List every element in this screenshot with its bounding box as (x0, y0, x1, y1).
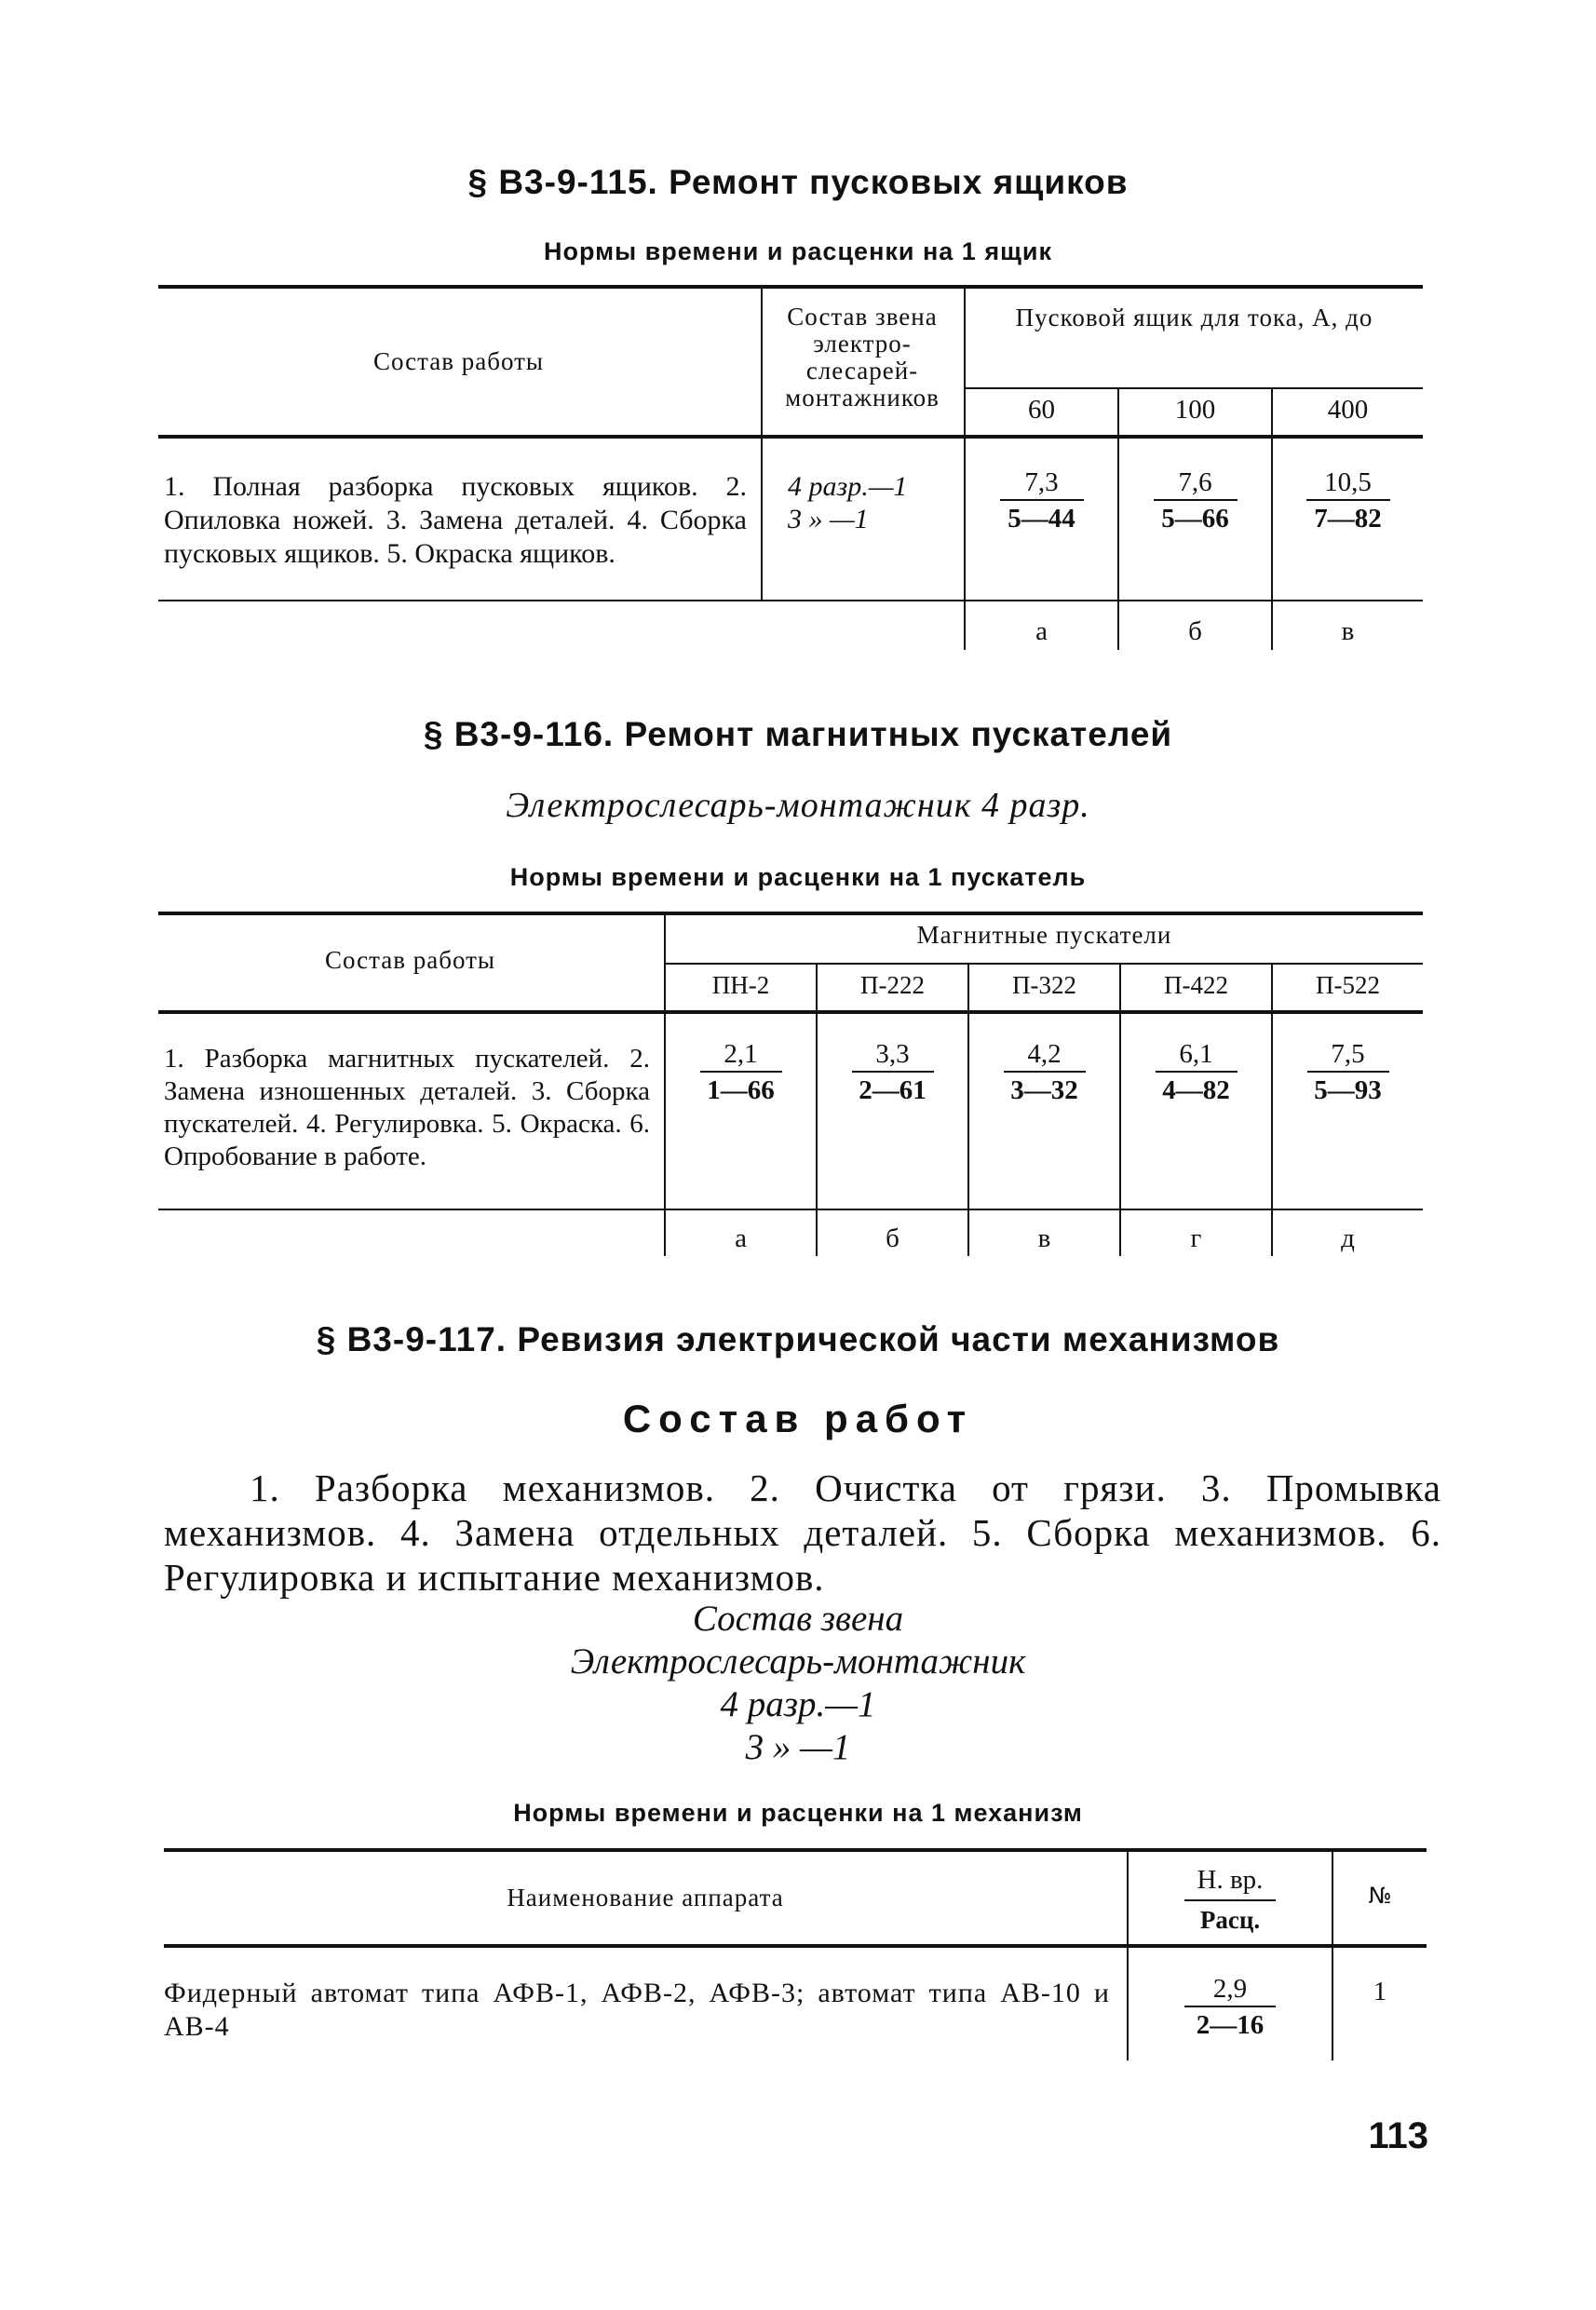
col-header-type: П-222 (860, 971, 925, 999)
section-115-title: § В3-9-115. Ремонт пусковых ящиков (467, 163, 1129, 201)
col-header-type: П-322 (1012, 971, 1076, 999)
value-cell-c (969, 1037, 1119, 1108)
column-letter: в (1037, 1223, 1051, 1253)
works-text: 1. Разборка механизмов. 2. Очистка от грязи. 3. Промывка механизмов. 4. Замена отдельных деталей. 5. Сборка механизмов. 6. Регулировка и испытание механизмов. (164, 1466, 1441, 1599)
rate-value: 7—82 (1314, 504, 1382, 534)
norm-value: 2,9 (1212, 1974, 1248, 2004)
col-header-current-group: Пусковой ящик для тока, А, до (1015, 304, 1373, 331)
norm-value: 4,2 (1027, 1039, 1062, 1069)
crew-heading: Состав звена (692, 1599, 904, 1639)
rate-value: 3—32 (1010, 1075, 1078, 1105)
rate-value: 5—93 (1314, 1075, 1382, 1105)
column-letter: б (886, 1223, 899, 1253)
works-heading: Состав работ (622, 1397, 974, 1440)
col-header-current-60: 60 (1028, 395, 1055, 425)
col-header-type: ПН-2 (711, 971, 770, 999)
section-117-title: § В3-9-117. Ревизия электрической части механизмов (316, 1320, 1280, 1358)
crew-line-1: 4 разр.—1 (720, 1684, 876, 1724)
value-cell-a (666, 1037, 816, 1108)
rate-value: 5—44 (1008, 504, 1075, 534)
value-cell-e (1273, 1037, 1423, 1108)
rate-value: 5—66 (1161, 504, 1229, 534)
rate-value: 1—66 (707, 1075, 775, 1105)
col-header-work: Состав работы (372, 347, 545, 375)
section-115-norms-caption: Нормы времени и расценки на 1 ящик (544, 237, 1052, 265)
crew-worker: Электрослесарь-монтажник (570, 1641, 1026, 1682)
col-header-rate: Расц. (1199, 1906, 1261, 1934)
col-header-work: Состав работы (324, 946, 496, 974)
col-header-starters: Магнитные пускатели (916, 921, 1172, 949)
work-description: 1. Полная разборка пусковых ящиков. 2. Опиловка ножей. 3. Замена деталей. 4. Сборка пусковых ящиков. 5. Окраска ящиков. (164, 471, 747, 569)
crew-line-2: 3 » —1 (788, 504, 869, 534)
norm-value: 2,1 (724, 1039, 758, 1069)
crew-line-1: 4 разр.—1 (788, 471, 908, 502)
col-header-current-100: 100 (1174, 395, 1216, 425)
value-cell-d (1121, 1037, 1271, 1108)
value-cell-b (818, 1037, 967, 1108)
col-header-number: № (1368, 1883, 1392, 1909)
value-cell-a (966, 466, 1117, 536)
col-header-norm: Н. вр. (1197, 1865, 1264, 1895)
value-cell (1129, 1972, 1332, 2043)
column-letter: б (1188, 616, 1202, 646)
section-116-title: § В3-9-116. Ремонт магнитных пускателей (423, 715, 1173, 753)
col-header-type: П-422 (1164, 971, 1228, 999)
row-number: 1 (1373, 1977, 1387, 2006)
norm-value: 7,3 (1024, 467, 1059, 497)
col-header-name: Наименование аппарата (507, 1884, 784, 1911)
norm-value: 3,3 (875, 1039, 910, 1069)
section-116-norms-caption: Нормы времени и расценки на 1 пускатель (509, 863, 1087, 891)
col-header-current-400: 400 (1327, 395, 1369, 425)
norm-value: 7,6 (1178, 467, 1212, 497)
apparatus-name: Фидерный автомат типа АФВ-1, АФВ-2, АФВ-3; автомат типа АВ-10 и АВ-4 (164, 1978, 1110, 2042)
col-header-crew: Состав звена электро-слесарей-монтажников (785, 303, 940, 412)
norm-value: 7,5 (1331, 1039, 1365, 1069)
rate-value: 2—61 (859, 1075, 926, 1105)
column-letter: г (1190, 1223, 1202, 1253)
value-cell-b (1119, 466, 1271, 536)
crew-line-2: 3 » —1 (745, 1727, 851, 1767)
rate-value: 4—82 (1162, 1075, 1230, 1105)
column-letter: в (1341, 616, 1355, 646)
column-letter: а (1035, 616, 1048, 646)
column-letter: д (1341, 1223, 1355, 1253)
rate-value: 2—16 (1196, 2010, 1265, 2040)
column-letter: а (735, 1223, 747, 1253)
section-117-norms-caption: Нормы времени и расценки на 1 механизм (513, 1799, 1083, 1827)
work-description: 1. Разборка магнитных пускателей. 2. Замена изношенных деталей. 3. Сборка пускателей. 4. Регулировка. 5. Окраска. 6. Опробование в работе. (164, 1044, 650, 1171)
section-116-worker: Электрослесарь-монтажник 4 разр. (506, 786, 1090, 825)
value-cell-c (1273, 466, 1423, 536)
page-number: 113 (1368, 2115, 1428, 2156)
col-header-type: П-522 (1316, 971, 1380, 999)
norm-value: 10,5 (1324, 467, 1372, 497)
norm-value: 6,1 (1179, 1039, 1213, 1069)
